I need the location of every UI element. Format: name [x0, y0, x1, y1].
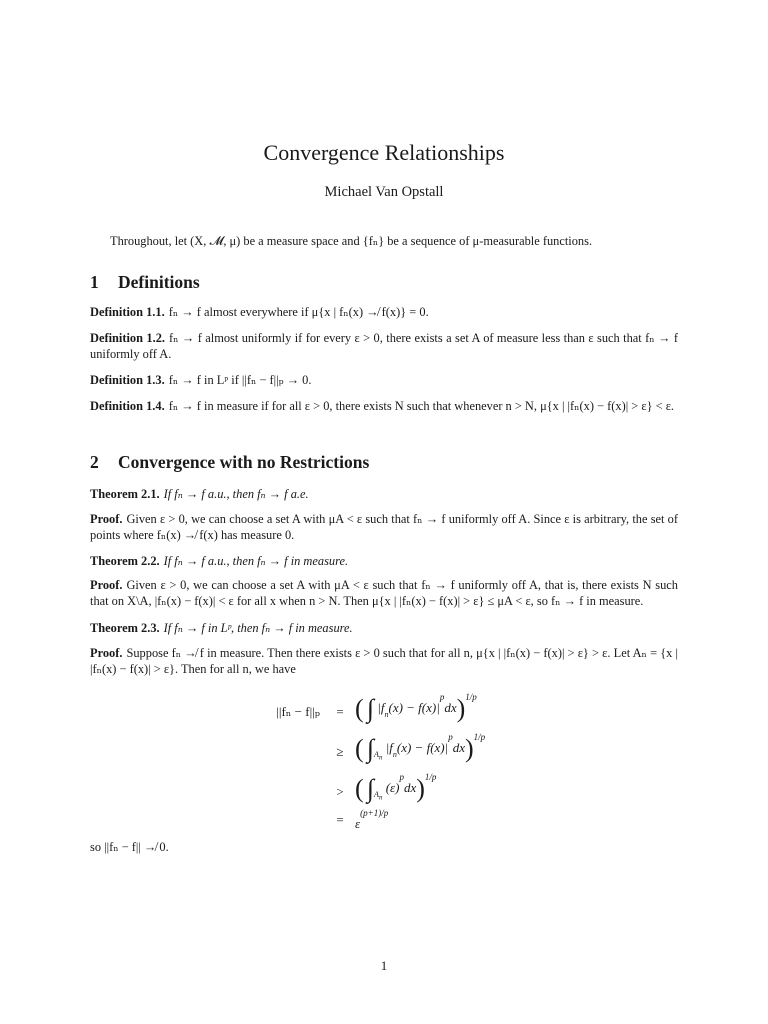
theorem-text: If fₙ → f a.u., then fₙ → f in measure.: [163, 554, 349, 568]
theorem-label: Theorem 2.1.: [90, 487, 160, 501]
section-title: Convergence with no Restrictions: [118, 452, 370, 472]
equation-relation: =: [336, 812, 344, 827]
proof-label: Proof.: [90, 512, 123, 526]
theorem-label: Theorem 2.2.: [90, 554, 160, 568]
equation-row-4: $\varepsilon^{(p+1)/p}$: [355, 808, 389, 831]
section-title: Definitions: [118, 272, 200, 292]
page-number: 1: [380, 958, 388, 973]
equation-row-2: ( $\int_{A_n}$ $|f_n(x) - f(x)|^pdx)^{1/p}$: [355, 732, 486, 764]
theorem-text: If fₙ → f a.u., then fₙ → f a.e.: [163, 487, 309, 501]
theorem-label: Theorem 2.3.: [90, 621, 160, 635]
section-number: 1: [90, 272, 99, 292]
proof-text: Suppose fₙ ↛ f in measure. Then there exists ε > 0 such that for all n, μ{x | |fₙ(x) − f(x)| > ε} > ε. Let Aₙ = {x | |fₙ(x) − f(x)| > ε}. Then for all n, we have: [90, 646, 678, 676]
definition-label: Definition 1.4.: [90, 399, 165, 413]
intro-paragraph: Throughout, let (X, 𝓜, μ) be a measure space and {fₙ} be a sequence of μ-measurable functions.: [110, 234, 593, 248]
proof-text: Given ε > 0, we can choose a set A with μA < ε such that fₙ → f uniformly off A. Since ε is arbitrary, the set of points where fₙ(x) ↛ f(x) has measure 0.: [90, 512, 678, 542]
equation-row-3: ( $\int_{A_n}$ $(\varepsilon)^pdx)^{1/p}$: [355, 772, 437, 804]
paper-author: Michael Van Opstall: [324, 184, 444, 200]
definition-label: Definition 1.1.: [90, 305, 165, 319]
proof-label: Proof.: [90, 578, 123, 592]
equation-relation: >: [336, 784, 344, 799]
definition-text: fₙ → f in Lᵖ if ||fₙ − f||ₚ → 0.: [168, 373, 312, 387]
conclusion-text: so ||fₙ − f|| ↛ 0.: [90, 840, 169, 854]
definition-label: Definition 1.2.: [90, 331, 166, 345]
section-number: 2: [90, 452, 99, 472]
definition-text: fₙ → f almost uniformly if for every ε > 0, there exists a set A of measure less than ε such that fₙ → f uniformly off A.: [90, 331, 678, 361]
equation-lhs: ||fₙ − f||ₚ: [276, 704, 320, 719]
equation-row-1: ( ∫ $|f_n(x) - f(x)|^pdx)^{1/p}$: [355, 692, 477, 724]
paper-title: Convergence Relationships: [263, 140, 505, 165]
proof-text: Given ε > 0, we can choose a set A with μA < ε such that fₙ → f uniformly off A, that is, there exists N such that on X\A, |fₙ(x) − f(x)| < ε for all x when n > N. Then μ{x | |fₙ(x) − f(x)| > ε} ≤ μA < ε, so fₙ → f in measure.: [90, 578, 678, 608]
proof-label: Proof.: [90, 646, 123, 660]
equation-relation: ≥: [336, 744, 344, 759]
definition-text: fₙ → f almost everywhere if μ{x | fₙ(x) ↛ f(x)} = 0.: [168, 305, 429, 319]
definition-text: fₙ → f in measure if for all ε > 0, there exists N such that whenever n > N, μ{x | |fₙ(x) − f(x)| > ε} < ε.: [168, 399, 675, 413]
equation-relation: =: [336, 704, 344, 719]
definition-label: Definition 1.3.: [90, 373, 165, 387]
theorem-text: If fₙ → f in Lᵖ, then fₙ → f in measure.: [163, 621, 353, 635]
